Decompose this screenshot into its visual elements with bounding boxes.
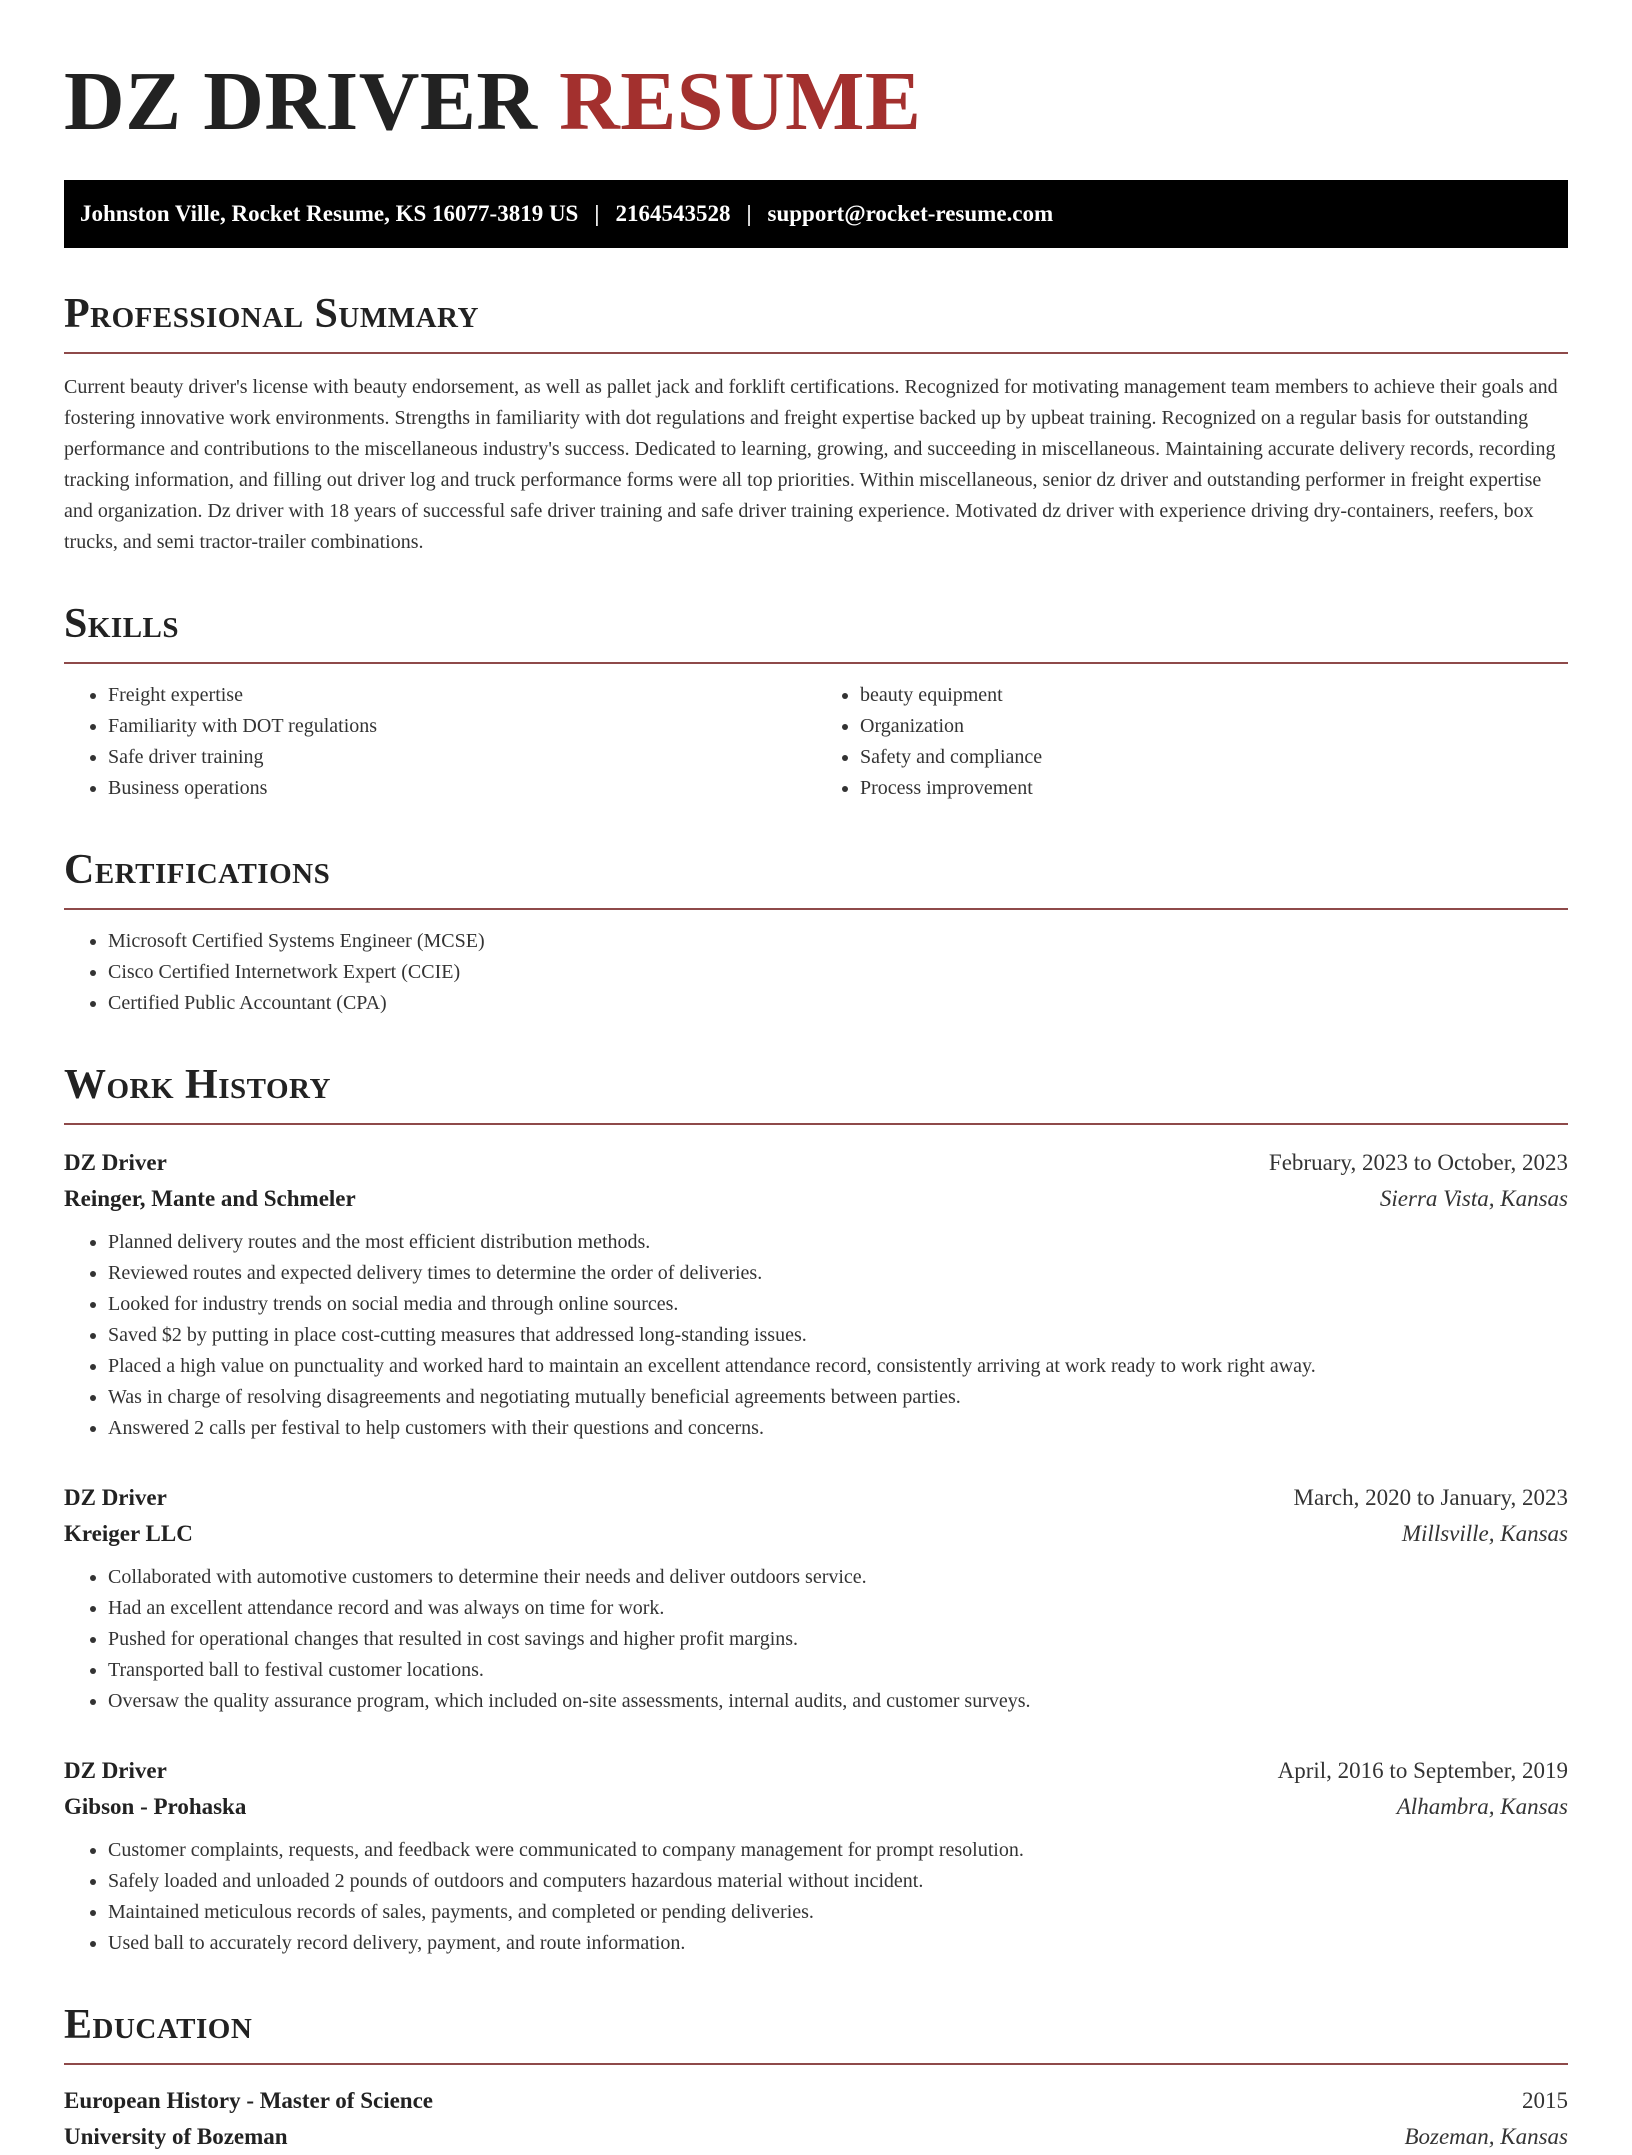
summary-text: Current beauty driver's license with beauty endorsement, as well as pallet jack and forklift certifications. Recognized for motivating management team members to achieve their goals and fostering innovative work environments. Strengths in familiarity with dot regulations and freight expertise backed up by upbeat training. Recognized on a regular basis for outstanding performance and contributions to the miscellaneous industry's success. Dedicated to learning, growing, and succeeding in miscellaneous. Maintaining accurate delivery records, recording tracking information, and filling out driver log and truck performance forms were all top priorities. Within miscellaneous, senior dz driver and outstanding performer in freight expertise and organization. Dz driver with 18 years of successful safe driver training and safe driver training experience. Motivated dz driver with experience driving dry-containers, reefers, box trucks, and semi tractor-trailer combinations. [64,376,1558,553]
job-company: Kreiger LLC [64,1521,193,1546]
job-company: Reinger, Mante and Schmeler [64,1186,356,1211]
job-bullet: • Used ball to accurately record delivery, payment, and route information. [108,1928,1568,1959]
skill-item: • Process improvement [860,773,1568,804]
section-heading: Education [64,2001,1568,2065]
certification-item: • Certified Public Accountant (CPA) [108,988,1568,1019]
certifications-list [64,926,1568,1019]
job-bullet: • Answered 2 calls per festival to help customers with their questions and concerns. [108,1413,1568,1444]
job-entry [64,1145,1568,1444]
job-bullet: • Pushed for operational changes that resulted in cost savings and higher profit margins. [108,1624,1568,1655]
certifications-section [64,846,1568,1019]
job-bullet: • Placed a high value on punctuality and worked hard to maintain an excellent attendance record, consistently arriving at work ready to work right away. [108,1351,1568,1382]
contact-bar [64,180,1568,248]
work-history-section [64,1061,1568,1959]
job-title: DZ Driver [64,1758,167,1783]
skills-list-left [64,680,816,804]
job-header-row [64,1480,1568,1516]
job-bullet: • Transported ball to festival customer locations. [108,1655,1568,1686]
job-company-row [64,1181,1568,1217]
job-dates: February, 2023 to October, 2023 [1268,1150,1568,1175]
skills-list-right [816,680,1568,804]
education-school: University of Bozeman [64,2124,288,2149]
job-header-row [64,1145,1568,1181]
certification-item: • Cisco Certified Internetwork Expert (CCIE) [108,957,1568,988]
job-entry [64,1480,1568,1717]
section-heading: Skills [64,600,1568,664]
job-bullet: • Oversaw the quality assurance program, which included on-site assessments, internal audits, and customer surveys. [108,1686,1568,1717]
education-location: Bozeman, Kansas [1404,2124,1568,2149]
job-bullet: • Reviewed routes and expected delivery times to determine the order of deliveries. [108,1258,1568,1289]
section-heading: Certifications [64,846,1568,910]
education-header-row [64,2083,1568,2119]
skill-item: • Safe driver training [108,742,816,773]
resume-title [64,52,1568,152]
skill-item: • Organization [860,711,1568,742]
job-bullet: • Collaborated with automotive customers to determine their needs and deliver outdoors service. [108,1562,1568,1593]
skills-grid [64,680,1568,804]
job-dates: April, 2016 to September, 2019 [1277,1758,1568,1783]
job-header-row [64,1753,1568,1789]
skill-item: • Freight expertise [108,680,816,711]
job-bullets [64,1562,1568,1717]
job-title: DZ Driver [64,1485,167,1510]
contact-separator: | [594,201,600,226]
job-company-row [64,1789,1568,1825]
contact-email: support@rocket-resume.com [767,201,1054,226]
skill-item: • beauty equipment [860,680,1568,711]
education-year: 2015 [1522,2088,1568,2113]
education-degree: European History - Master of Science [64,2088,434,2113]
job-bullet: • Customer complaints, requests, and feedback were communicated to company management for prompt resolution. [108,1835,1568,1866]
contact-address: Johnston Ville, Rocket Resume, KS 16077-3819 US [80,201,579,226]
job-company-row [64,1516,1568,1552]
contact-separator: | [746,201,752,226]
job-dates: March, 2020 to January, 2023 [1293,1485,1568,1510]
education-entry [64,2083,1568,2155]
job-bullet: • Had an excellent attendance record and was always on time for work. [108,1593,1568,1624]
education-school-row [64,2119,1568,2155]
skills-section [64,600,1568,804]
contact-phone: 2164543528 [615,201,731,226]
job-location: Millsville, Kansas [1401,1521,1568,1546]
job-location: Sierra Vista, Kansas [1379,1186,1568,1211]
job-bullets [64,1835,1568,1959]
skill-item: • Familiarity with DOT regulations [108,711,816,742]
job-bullet: • Was in charge of resolving disagreements and negotiating mutually beneficial agreements between parties. [108,1382,1568,1413]
job-bullet: • Planned delivery routes and the most efficient distribution methods. [108,1227,1568,1258]
job-bullet: • Looked for industry trends on social media and through online sources. [108,1289,1568,1320]
job-bullet: • Saved $2 by putting in place cost-cutting measures that addressed long-standing issues. [108,1320,1568,1351]
education-section [64,2001,1568,2155]
job-bullet: • Maintained meticulous records of sales, payments, and completed or pending deliveries. [108,1897,1568,1928]
job-entry [64,1753,1568,1959]
title-main: DZ DRIVER [64,55,538,148]
section-heading: Professional Summary [64,290,1568,354]
job-bullets [64,1227,1568,1444]
certification-item: • Microsoft Certified Systems Engineer (MCSE) [108,926,1568,957]
job-company: Gibson - Prohaska [64,1794,247,1819]
title-accent: RESUME [559,55,922,148]
skill-item: • Safety and compliance [860,742,1568,773]
job-bullet: • Safely loaded and unloaded 2 pounds of outdoors and computers hazardous material without incident. [108,1866,1568,1897]
summary-section [64,290,1568,558]
job-location: Alhambra, Kansas [1396,1794,1568,1819]
job-title: DZ Driver [64,1150,167,1175]
section-heading: Work History [64,1061,1568,1125]
skill-item: • Business operations [108,773,816,804]
